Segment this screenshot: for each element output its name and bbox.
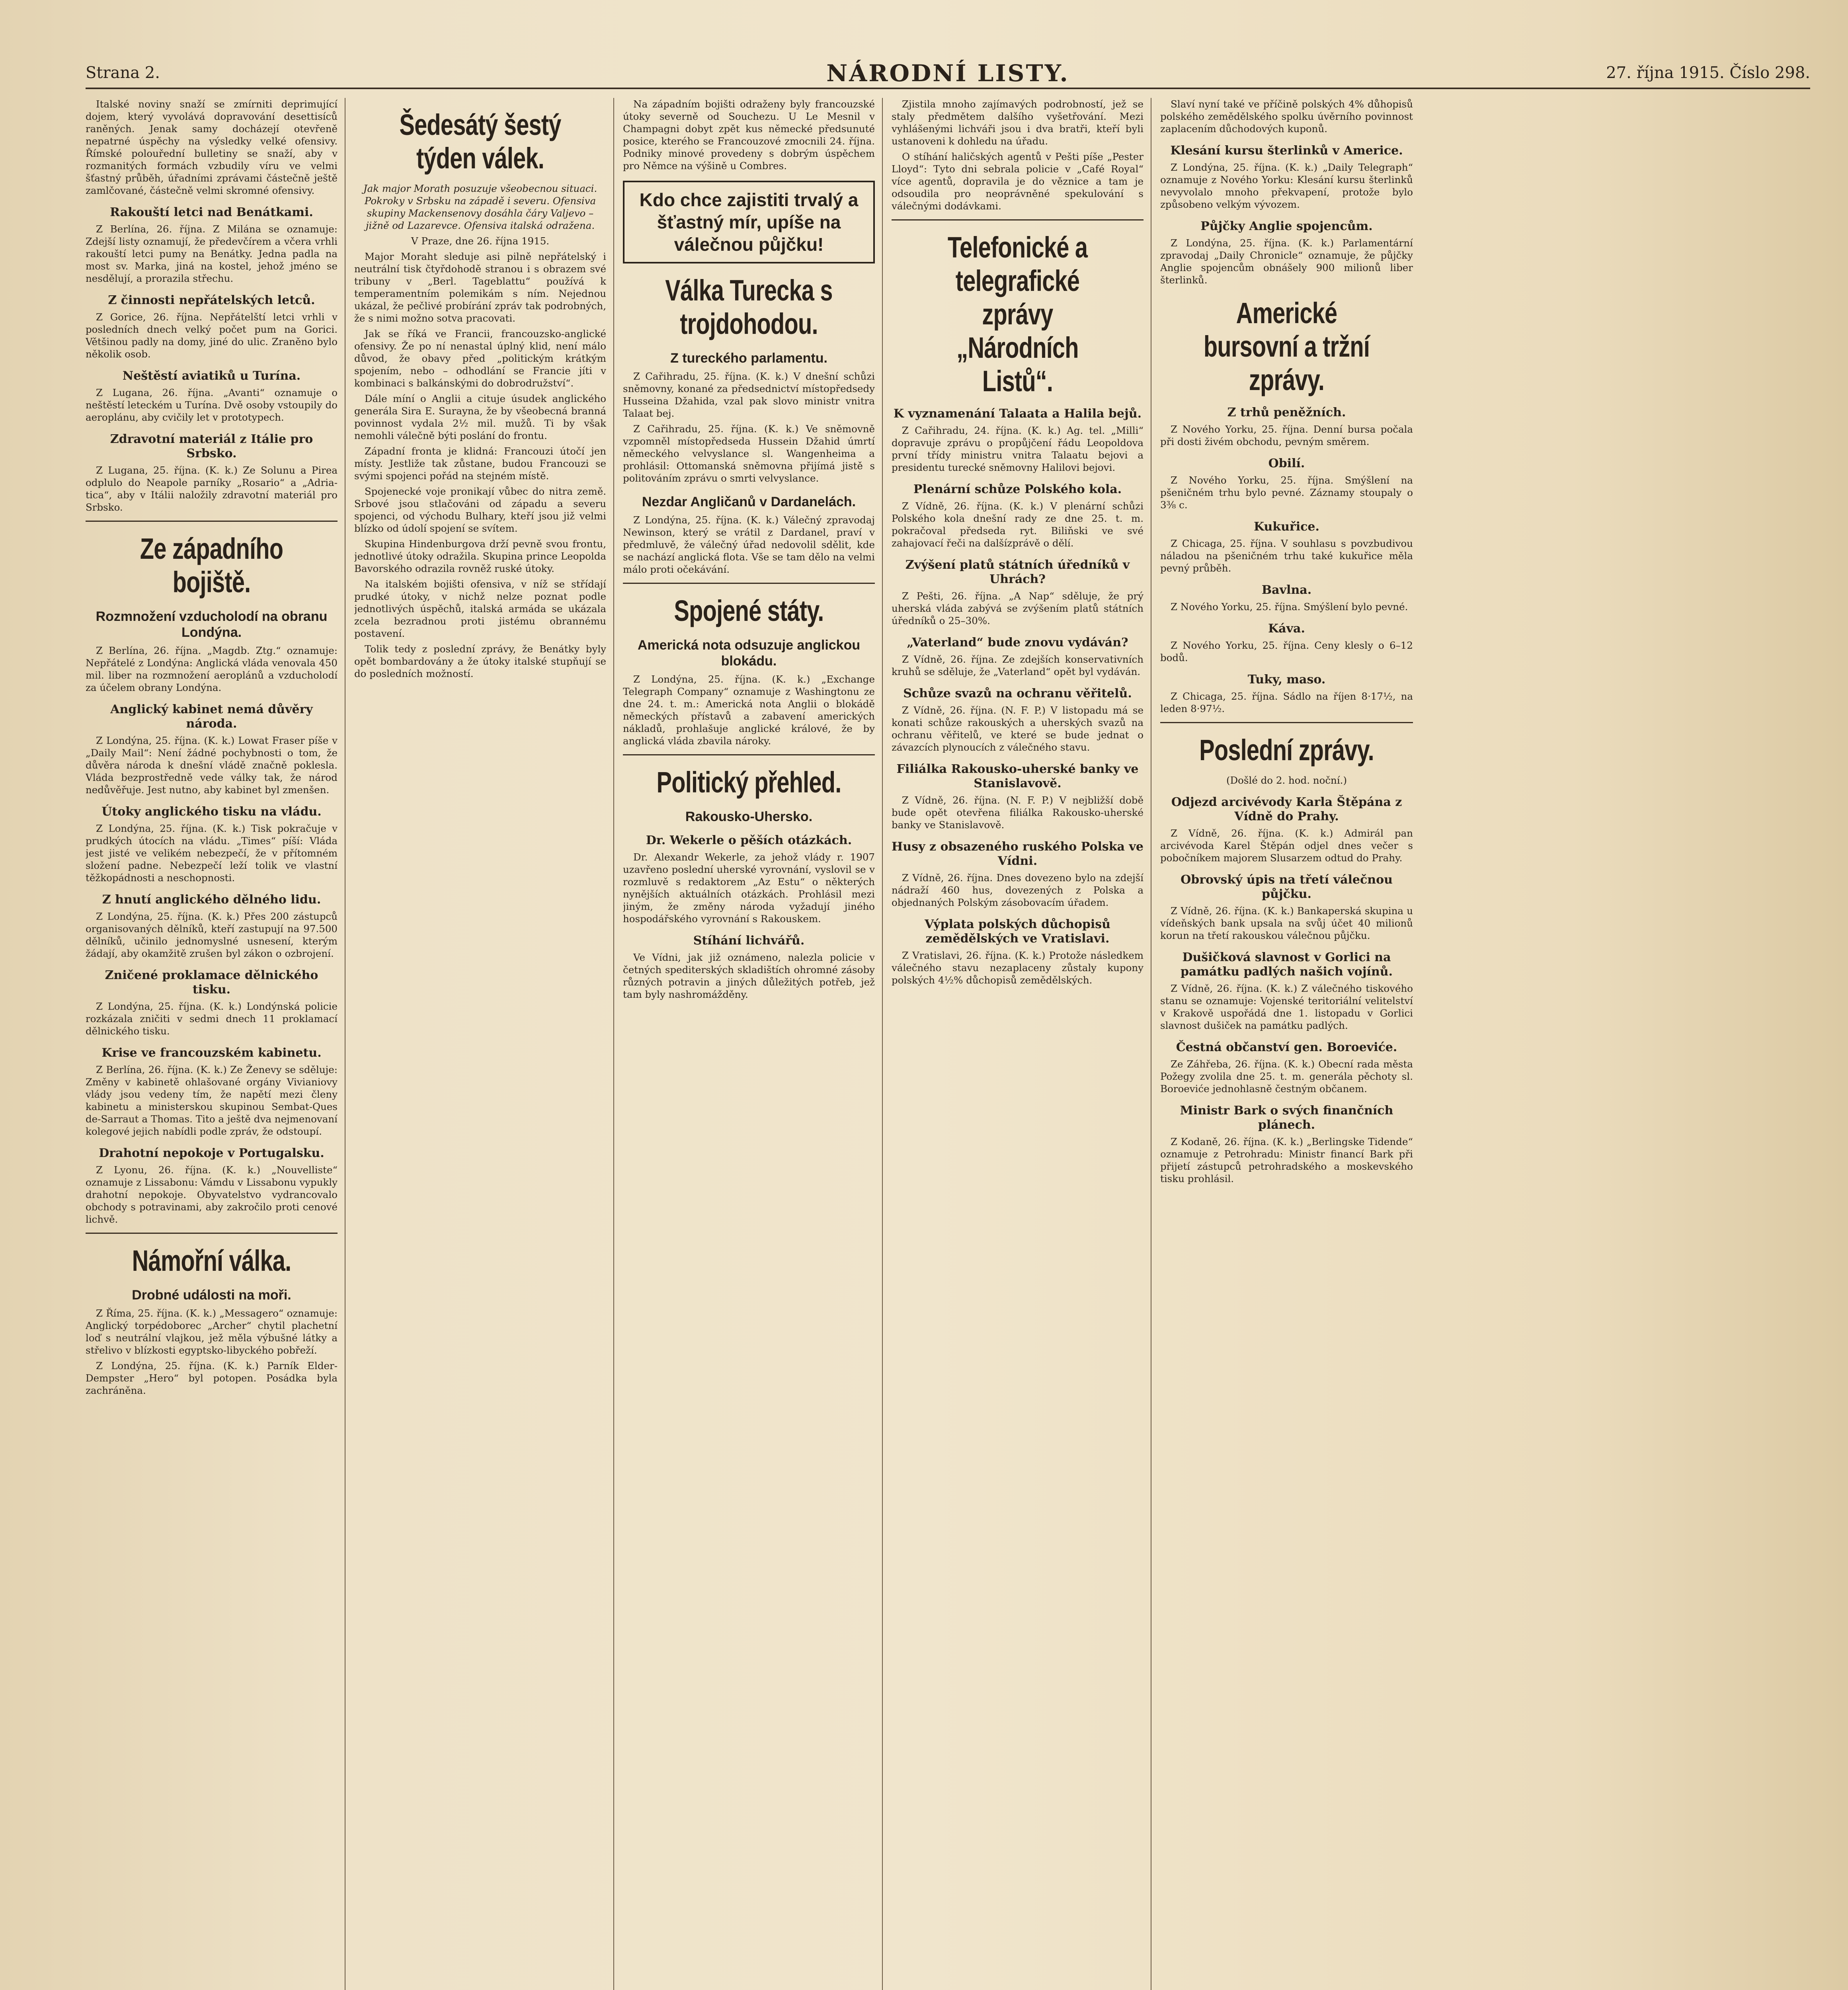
divider	[623, 754, 875, 755]
section-title-turkey: Válka Turecka s trojdohodou.	[665, 274, 833, 340]
article-text: Dále míní o Anglii a cituje úsudek anglického generála Sira E. Surayna, že by všeobecná branná povinnost vydala 2½ mil. mužů. Ti by však nemohli válečně býti poslání do frontu.	[354, 393, 606, 441]
newspaper-title: NÁRODNÍ LISTY.	[826, 60, 1069, 87]
divider	[892, 219, 1144, 220]
section-title-usa: Spojené státy.	[674, 594, 824, 627]
article-text: Z Berlína, 26. října. „Magdb. Ztg.“ oznamuje: Nepřátelé z Londýna: Anglická vláda venovala 450 mil. liber na rozmnožení aeroplánů a vzducholodí za účelem obrany Londýna.	[86, 645, 338, 693]
article-text: Major Moraht sleduje asi pilně nepřátelský i neutrální tisk čtyřdohodě stranou i s obrazem své tribuny v „Berl. Tageblattu“ používá k temperamentním polemikám s ním. Nejednou ukázal, že pečlivé probírání zpráv tak podrobných, že s nimi možno sotva pracovati.	[354, 251, 606, 324]
headline: Nezdar Angličanů v Dardanelách.	[642, 494, 856, 509]
headline: Stíhání lichvářů.	[693, 934, 805, 948]
war-loan-box: Kdo chce zajistiti trvalý a šťastný mír, upíše na válečnou půjčku!	[623, 181, 875, 263]
article-text: Na italském bojišti ofensiva, v níž se střídají prudké útoky, v nichž nelze poznat podle jednotlivých úspěchů, italská armáda se ukázala zcela bezradnou proti jistému obrannému postavení.	[354, 578, 606, 639]
headline: Americká nota odsuzuje anglickou blokádu.	[637, 638, 861, 669]
article-text: Z Vídně, 26. října. Ze zdejších konservativních kruhů se sděluje, že „Vaterland“ opět byl vydáván.	[892, 654, 1144, 677]
article-text: Z Vídně, 26. října. (K. k.) Bankaperská skupina u vídeňských bank upsala na svůj účet 40 milionů korun na třetí rakouskou válečnou půjčku.	[1160, 905, 1413, 941]
article-text: Z Londýna, 25. října. (K. k.) Lowat Fraser píše v „Daily Mail“: Není žádné pochybnosti o tom, že důvěra národa k dnešní vládě značně poklesla. Vláda bezprostředně vede války tak, že národ nedůvěřuje. Jest nutno, aby kabinet byl zmenšen.	[86, 735, 338, 796]
headline: Plenární schůze Polského kola.	[913, 482, 1122, 496]
headline: Odjezd arcivévody Karla Štěpána z Vídně do Prahy.	[1171, 795, 1402, 823]
article-text: Z Vídně, 26. října. (N. F. P.) V nejbližší době bude opět otevřena filiálka Rakousko-uherské banky ve Stanislavově.	[892, 794, 1144, 831]
latest-news-subtitle: (Došlé do 2. hod. noční.)	[1226, 775, 1347, 786]
article-text: Z Chicaga, 25. října. V souhlasu s povzbudivou náladou na pšeničném trhu také kukuřice měla pevný průběh.	[1160, 538, 1413, 574]
article-text: Z Říma, 25. října. (K. k.) „Messagero“ oznamuje: Anglický torpédoborec „Archer“ chytil plachetní loď s neutrální vlajkou, jež měla výbušné látky a střelivo v blízkosti egyptsko-libyckého pobřeží.	[86, 1307, 338, 1356]
article-text: Z Lugana, 25. října. (K. k.) Ze Solunu a Pirea odplulo do Neapole parníky „Rosario“ a „Adria-tica“, aby v Itálii naložily zdravotní materiál pro Srbsko.	[86, 464, 338, 513]
article-text: Z Londýna, 25. října. (K. k.) Parlamentární zpravodaj „Daily Chronicle“ oznamuje, že půjčky Anglie spojencům obnášely 900 milionů liber šterlinků.	[1160, 237, 1413, 286]
article-text: Dr. Alexandr Wekerle, za jehož vlády r. 1907 uzavřeno poslední uherské vyrovnání, vyslovil se v rozmluvě s redaktorem „Az Estu“ o některých nynějších aktuálních otázkách. Prohlásil mezi jiným, že změny národa vyžadují jiného hospodářského vyrovnání s Rakouskem.	[623, 851, 875, 925]
article-text: Z Lyonu, 26. října. (K. k.) „Nouvelliste“ oznamuje z Lissabonu: Vámdu v Lissabonu vypukly drahotní nepokoje. Obyvatelstvo vydrancovalo obchody s potravinami, aby zakročilo proti cenové lichvě.	[86, 1164, 338, 1225]
article-text: Z Cařihradu, 24. října. (K. k.) Ag. tel. „Milli“ dopravuje zprávu o propůjčení řádu Leopoldova první třídy ministru vnitra Talaatu bejovi a presidentu turecké sněmovny Halilovi bejovi.	[892, 425, 1144, 473]
article-text: Z Nového Yorku, 25. října. Smýšlení na pšeničném trhu bylo pevné. Záznamy stoupaly o 3⅜ c.	[1160, 474, 1413, 511]
section-title-telegrams: Telefonické a telegrafické zprávy „Národních Listů“.	[947, 231, 1088, 398]
headline: Zničené proklamace dělnického tisku.	[105, 968, 318, 997]
article-text: Z Chicaga, 25. října. Sádlo na říjen 8·17½, na leden 8·97½.	[1160, 691, 1413, 714]
headline: Filiálka Rakousko-uherské banky ve Stanislavově.	[896, 762, 1139, 790]
headline: Rozmnožení vzducholodí na obranu Londýna.	[96, 609, 328, 640]
article-text: Západní fronta je klidná: Francouzi útočí jen místy. Jestliže tak zůstane, budou Francouzi se svými spojenci pořád na stejném místě.	[354, 445, 606, 482]
headline: Z trhů peněžních.	[1227, 406, 1346, 419]
headline: Čestná občanství gen. Boroeviće.	[1176, 1040, 1397, 1054]
article-text: Z Londýna, 25. října. (K. k.) „Daily Telegraph“ oznamuje z Nového Yorku: Klesání kursu šterlinků nevyvolalo mnoho překvapení, protože bylo způsobeno velkým vývozem.	[1160, 162, 1413, 210]
article-text: Z Berlína, 26. října. (K. k.) Ze Ženevy se sděluje: Změny v kabinetě ohlašované orgány Vivianiovy vlády jsou vedeny tím, že napětí mezi členy kabinetu a ministerskou skupinou Sembat-Ques de-Sarraut a Thomas. Tito a ještě dva nejmenovaní kolegové jejich nabídli podle zpráv, že odstoupí.	[86, 1064, 338, 1137]
article-lead: Jak major Morath posuzuje všeobecnou situaci. Pokroky v Srbsku na západě i severu. Ofensiva skupiny Mackensenovy dosáhla čáry Valjevo – jižně od Lazarevce. Ofensiva italská odražena.	[363, 183, 597, 231]
article-text: Z Londýna, 25. října. (K. k.) Přes 200 zástupců organisovaných dělníků, kteří zastupují na 97.500 dělníků, učinilo jednomyslné usnesení, kterým žádají, aby okamžitě zrušen byl zákon o ozbrojení.	[86, 911, 338, 959]
article-text: Italské noviny snaží se zmírniti deprimující dojem, který vyvolává dopravování desettisíců raněných. Jenak samy docházejí otevřeně nepatrné úspěchy na výsledky velké ofensivy. Římské polouřední bulletiny se snaží, aby v rozmanitých formách vzbudily víru ve velmi šťastný průběh, úřadními zprávami částečně ještě zamlčované, částečně velmi skromné ofensivy.	[86, 98, 338, 196]
article-text: Z Vídně, 26. října. (K. k.) V plenární schůzi Polského kola dnešní rady ze dne 25. t. m. pokračoval předseda ryt. Biliňski ve své zahajovací řeči na dalšízprávě o dělí.	[892, 500, 1144, 549]
headline: Z činnosti nepřátelských letců.	[108, 293, 315, 307]
article-text: Spojenecké voje pronikají vůbec do nitra země. Srbové jsou stlačováni od západu a severu spojenci, od východu Bulhary, kteří jsou již velmi blízko od údolí spojení se svítem.	[354, 486, 606, 534]
headline: „Vaterland“ bude znovu vydáván?	[907, 636, 1128, 650]
headline: Obilí.	[1268, 457, 1305, 470]
article-text: Z Vídně, 26. října. (N. F. P.) V listopadu má se konati schůze rakouských a uherských svazů na ochranu věřitelů, ve které se bude jednat o závazcích plynoucích z válečného stavu.	[892, 704, 1144, 753]
article-text: Tolik tedy z poslední zprávy, že Benátky byly opět bombardovány a že útoky italské stupňují se do posledních možností.	[354, 643, 606, 679]
headline: K vyznamenání Talaata a Halila bejů.	[893, 407, 1142, 421]
section-title-west-front: Ze západního bojiště.	[140, 532, 283, 599]
headline: Rakousko-Uhersko.	[685, 809, 813, 824]
section-title-latest-news: Poslední zprávy.	[1199, 734, 1374, 767]
masthead	[86, 60, 1810, 89]
headline: Kukuřice.	[1254, 520, 1319, 534]
headline: Rakouští letci nad Benátkami.	[110, 205, 313, 219]
column-4	[892, 98, 1151, 1990]
article-text: Na západním bojišti odraženy byly francouzské útoky severně od Souchezu. U Le Mesnil v Champagni dobyt zpět kus německé předsunuté posice, kterého se Francouzové zmocnili 24. října. Podniky minové provedeny s dobrým úspěchem pro Němce na výšině u Combres.	[623, 98, 875, 172]
headline: Půjčky Anglie spojencům.	[1200, 219, 1373, 233]
headline: Anglický kabinet nemá důvěry národa.	[110, 702, 313, 731]
article-text: Ze Záhřeba, 26. října. (K. k.) Obecní rada města Požegy zvolila dne 25. t. m. generála pěchoty sl. Boroeviće jednohlasně čestným občanem.	[1160, 1058, 1413, 1094]
column-3	[623, 98, 883, 1990]
article-text: Jak se říká ve Francii, francouzsko-anglické ofensivy. Že po ní nenastal úplný klid, není málo důvod, že obavy před „politickým krátkým spojením, nebo – odhodlání se Francie jíti v kombinaci s balkánskými do dobrodružství“.	[354, 328, 606, 389]
headline: Klesání kursu šterlinků v Americe.	[1170, 144, 1403, 158]
article-text: Z Vídně, 26. října. (K. k.) Z válečného tiskového stanu se oznamuje: Vojenské teritoriální velitelství v Krakově uspořádá dne 1. listopadu v Gorlici slavnost dušiček na památku padlých.	[1160, 983, 1413, 1031]
headline: Obrovský úpis na třetí válečnou půjčku.	[1181, 873, 1393, 901]
article-text: Ve Vídni, jak již oznámeno, nalezla policie v četných spediterských skladištích ohromné zásoby různých potravin a jiných důležitých potřeb, jež tam byly nashromážděny.	[623, 952, 875, 1000]
article-text: Z Londýna, 25. října. (K. k.) Tisk pokračuje v prudkých útocích na vládu. „Times“ píší: Vláda jest jisté ve velikém nebezpečí, že v přítomném složení padne. Nebezpečí leží tolik ve vlastní těžkopádnosti a neschopnosti.	[86, 823, 338, 884]
article-text: Zjistila mnoho zajímavých podrobností, jež se staly předmětem dalšího vyšetřování. Mezi vyhlášenými lichváři jsou i dva bratři, kteří byli ustanoveni k dohledu na úřadu.	[892, 98, 1144, 147]
headline: Drahotní nepokoje v Portugalsku.	[99, 1146, 324, 1160]
headline: Z hnutí anglického dělného lidu.	[102, 893, 321, 907]
headline: Neštěstí aviatiků u Turína.	[122, 369, 301, 383]
headline: Krise ve francouzském kabinetu.	[101, 1046, 322, 1060]
headline: Dušičková slavnost v Gorlici na památku padlých našich vojínů.	[1180, 950, 1393, 979]
divider	[1160, 722, 1413, 723]
headline: Ministr Bark o svých finančních plánech.	[1180, 1104, 1393, 1132]
column-5	[1160, 98, 1420, 1990]
article-text: Z Berlína, 26. října. Z Milána se oznamuje: Zdejší listy oznamují, že předevčírem a včera vrhli rakouští letci pumy na Benátky. Jedna padla na most sv. Marka, jiná na kostel, jehož jméno se nesdělují, a prorazila střechu.	[86, 223, 338, 284]
section-title-naval-war: Námořní válka.	[132, 1244, 291, 1277]
lead-article-title: Šedesátý šestý týden válek.	[399, 108, 561, 175]
article-text: Z Nového Yorku, 25. října. Denní bursa počala při dosti živém obchodu, pevným směrem.	[1160, 423, 1413, 447]
article-text: Z Cařihradu, 25. října. (K. k.) V dnešní schůzi sněmovny, konané za předsednictví místopředsedy Husseina Džahida, vzal pak slovo ministr vnitra Talaat bej.	[623, 371, 875, 419]
column-1	[86, 98, 345, 1990]
dateline: V Praze, dne 26. října 1915.	[411, 235, 550, 247]
headline: Zvýšení platů státních úředníků v Uhrách?	[905, 558, 1130, 586]
article-text: Z Londýna, 25. října. (K. k.) Parník Elder-Dempster „Hero“ byl potopen. Posádka byla zachráněna.	[86, 1360, 338, 1396]
headline: Bavlna.	[1261, 583, 1312, 597]
columns	[86, 98, 1810, 1990]
article-text: Z Nového Yorku, 25. října. Ceny klesly o 6–12 bodů.	[1160, 640, 1413, 663]
article-text: Slaví nyní také ve příčině polských 4% důhopisů polského zemědělského spolku úvěrního povinnost zaplacením důchodových kuponů.	[1160, 98, 1413, 135]
article-text: Z Vídně, 26. října. Dnes dovezeno bylo na zdejší nádraží 460 hus, dovezených z Polska a objednaných Polským zásobovacím úřadem.	[892, 872, 1144, 908]
headline: Zdravotní materiál z Itálie pro Srbsko.	[110, 432, 313, 460]
divider	[86, 1233, 338, 1234]
section-title-markets: Americké bursovní a tržní zprávy.	[1203, 297, 1370, 396]
article-text: Z Londýna, 25. října. (K. k.) Válečný zpravodaj Newinson, který se vrátil z Dardanel, praví v předmluvě, že válečný úřad nedovolil sdělit, kde se nachází anglická flota. Vše se tam dělo na velmi málo proti očekávání.	[623, 514, 875, 575]
headline: Drobné události na moři.	[132, 1288, 291, 1303]
divider	[86, 521, 338, 522]
article-text: Z Lugana, 26. října. „Avanti“ oznamuje o neštěstí leteckém u Turína. Dvě osoby vstoupily do aeroplánu, aby cvičily let v prototypech.	[86, 387, 338, 423]
article-text: Z Vratislavi, 26. října. (K. k.) Protože následkem válečného stavu nezaplaceny zůstaly kupony polských 4½% důchopisů zemědělských.	[892, 950, 1144, 986]
headline: Z tureckého parlamentu.	[670, 351, 827, 366]
divider	[623, 583, 875, 584]
headline: Schůze svazů na ochranu věřitelů.	[903, 687, 1132, 700]
article-text: Z Nového Yorku, 25. října. Smýšlení bylo pevné.	[1171, 601, 1408, 613]
headline: Tuky, maso.	[1247, 673, 1326, 687]
article-text: Skupina Hindenburgova drží pevně svou frontu, jednotlivé útoky odražila. Skupina prince Leopolda Bavorského odrazila rovněž ruské útoky.	[354, 538, 606, 574]
issue-date: 27. října 1915. Číslo 298.	[1606, 64, 1810, 82]
section-title-politics: Politický přehled.	[656, 766, 841, 799]
article-text: Z Vídně, 26. října. (K. k.) Admirál pan arcivévoda Karel Štěpán odjel dnes večer s pobočníkem majorem Slusarzem odtud do Prahy.	[1160, 827, 1413, 864]
headline: Dr. Wekerle o pěších otázkách.	[646, 833, 852, 847]
article-text: Z Cařihradu, 25. října. (K. k.) Ve sněmovně vzpomněl místopředseda Hussein Džahid úmrtí německého velvyslance sl. Wangenheima a prohlásil: Ottomanská sněmovna přijímá jistě s politováním zprávu o smrti velvyslance.	[623, 423, 875, 484]
article-text: Z Londýna, 25. října. (K. k.) „Exchange Telegraph Company“ oznamuje z Washingtonu ze dne 24. t. m.: Americká nota Anglii o blokádě německých přístavů a zabavení amerických nákladů, prohlašuje anglické králové, že by anglická vláda zbavila nároky.	[623, 673, 875, 747]
article-text: Z Gorice, 26. října. Nepřátelští letci vrhli v posledních dnech velký počet pum na Gorici. Většinou padly na domy, jiné do ulic. Zraněno bylo několik osob.	[86, 311, 338, 360]
headline: Káva.	[1268, 622, 1305, 636]
column-2	[354, 98, 614, 1990]
article-text: O stíhání haličských agentů v Pešti píše „Pester Lloyd“: Tyto dni sebrala policie v „Café Royal“ více agentů, dopravila je do věznice a tam je odsoudila pro neoprávněné spekulování s válečnými dodávkami.	[892, 151, 1144, 212]
article-text: Z Londýna, 25. října. (K. k.) Londýnská policie rozkázala zničiti v sedmi dnech 11 proklamací dělnického tisku.	[86, 1001, 338, 1037]
page-number: Strana 2.	[86, 64, 160, 82]
article-text: Z Kodaně, 26. října. (K. k.) „Berlingske Tidende“ oznamuje z Petrohradu: Ministr financí Bark při přijetí zástupců petrohradského a moskevského tisku prohlásil.	[1160, 1136, 1413, 1184]
headline: Husy z obsazeného ruského Polska ve Vídni.	[892, 840, 1144, 868]
headline: Výplata polských důchopisů zemědělských ve Vratislavi.	[924, 917, 1110, 946]
headline: Útoky anglického tisku na vládu.	[101, 805, 322, 819]
article-text: Z Pešti, 26. října. „A Nap“ sděluje, že prý uherská vláda zabývá se zvýšením platů státních úředníků o 25–30%.	[892, 590, 1144, 626]
